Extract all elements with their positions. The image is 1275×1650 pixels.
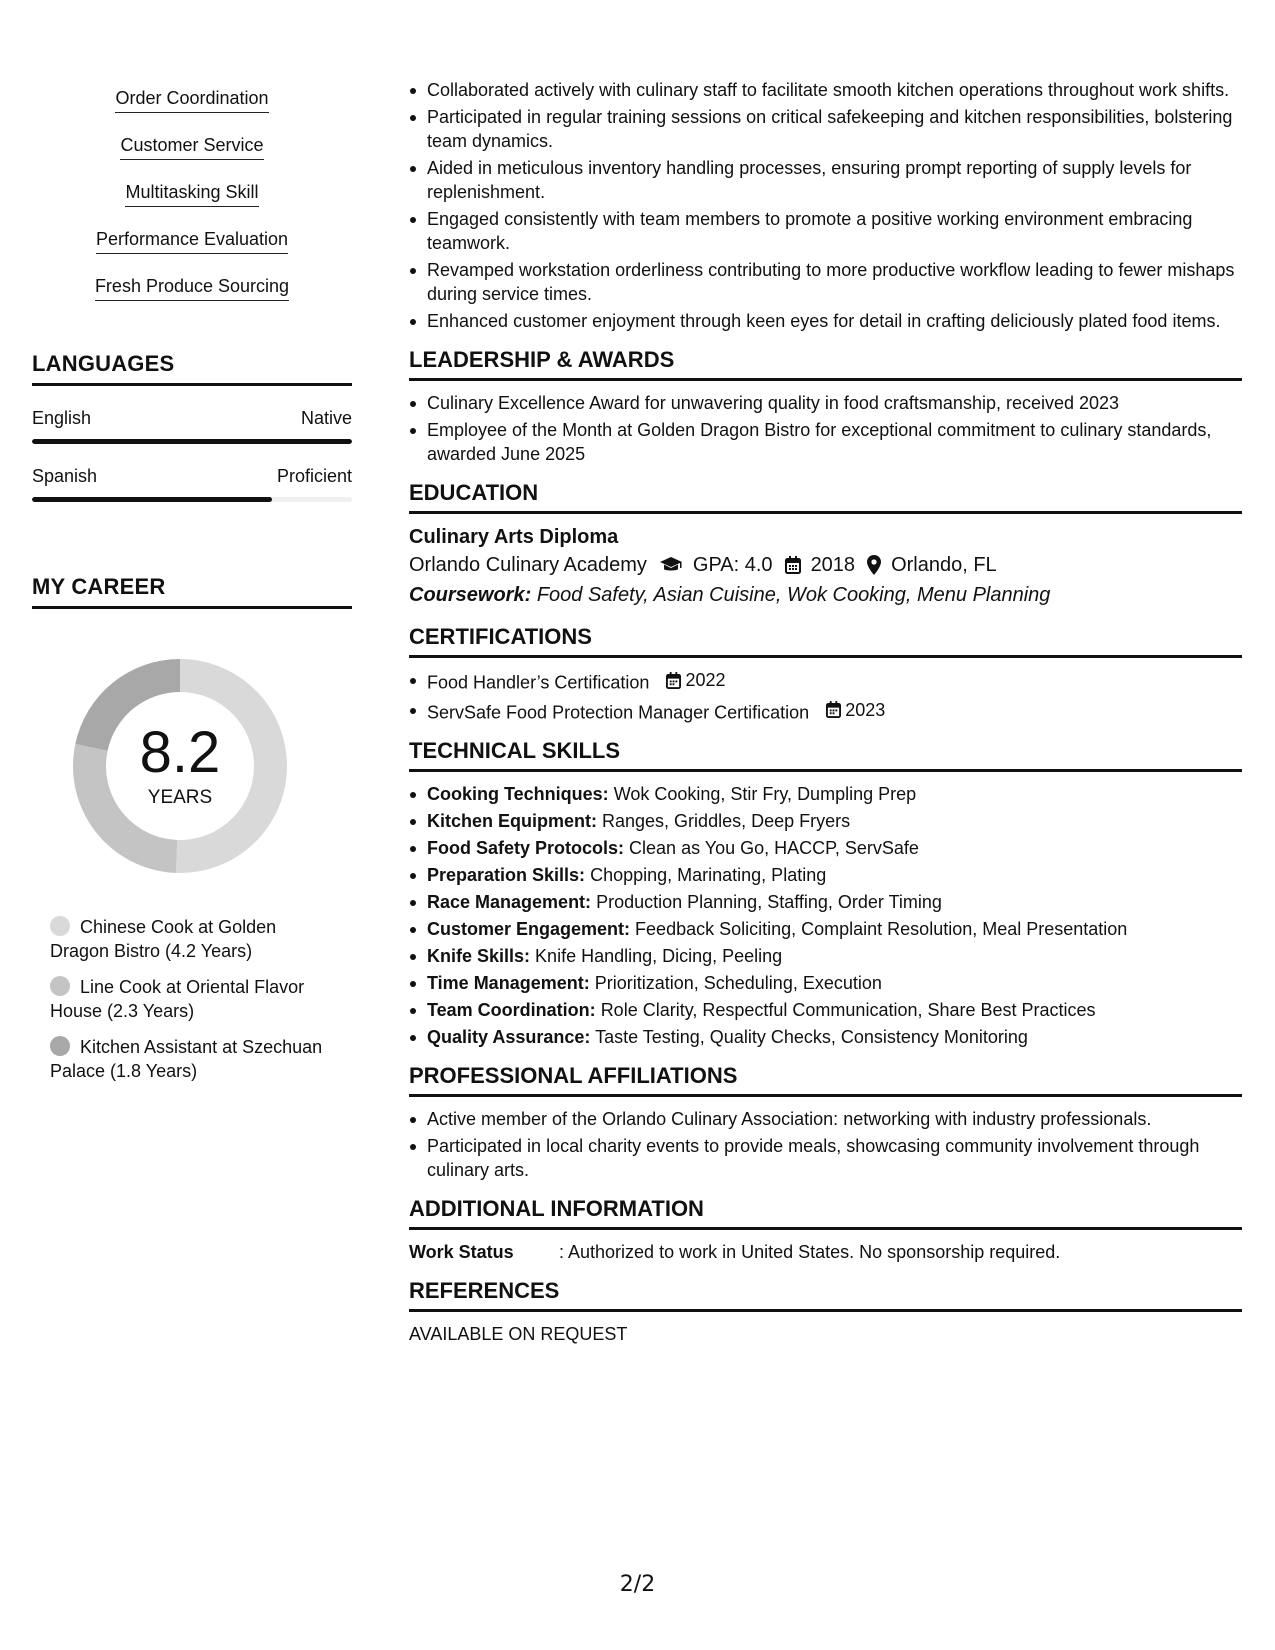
certification-year: 2023	[845, 699, 886, 720]
school-name: Orlando Culinary Academy	[409, 554, 647, 576]
legend-label: Chinese Cook at Golden Dragon Bistro (4.2 Years)	[50, 917, 277, 961]
coursework-label: Coursework:	[409, 584, 532, 606]
work-status-label: Work Status	[409, 1242, 514, 1262]
legend-item	[50, 915, 332, 963]
career-total-value: 8.2	[139, 720, 221, 785]
skill-category: Food Safety Protocols:	[427, 838, 625, 858]
skill-values: Feedback Soliciting, Complaint Resolution, Meal Presentation	[635, 919, 1128, 939]
list-item	[409, 668, 1242, 695]
career-donut-chart	[65, 651, 295, 881]
list-item: Employee of the Month at Golden Dragon Bistro for exceptional commitment to culinary standards, awarded June 2025	[409, 418, 1242, 466]
legend-label: Line Cook at Oriental Flavor House (2.3 Years)	[50, 977, 305, 1021]
calendar-icon	[666, 672, 681, 689]
list-item	[409, 1025, 1242, 1049]
education-details	[409, 550, 1242, 580]
certification-name: ServSafe Food Protection Manager Certification	[427, 702, 810, 722]
skill-category: Customer Engagement:	[427, 919, 631, 939]
language-entry	[32, 466, 352, 502]
skill-values: Role Clarity, Respectful Communication, Share Best Practices	[600, 1000, 1096, 1020]
graduation-year: 2018	[810, 554, 856, 576]
list-item: Active member of the Orlando Culinary Association: networking with industry professionals.	[409, 1107, 1242, 1131]
skill-chip: Order Coordination	[115, 82, 268, 113]
language-proficiency-bar	[32, 439, 352, 444]
gpa: GPA: 4.0	[692, 554, 773, 576]
language-level: Native	[300, 408, 352, 428]
skill-values: Chopping, Marinating, Plating	[590, 865, 827, 885]
legend-swatch	[50, 1036, 70, 1056]
list-item: Participated in regular training sessions on critical safekeeping and kitchen responsibilities, bolstering team dynamics.	[409, 105, 1242, 153]
skill-category: Quality Assurance:	[427, 1027, 591, 1047]
language-proficiency-bar	[32, 497, 352, 502]
leadership-section	[409, 347, 1242, 466]
certification-year: 2022	[685, 670, 726, 690]
skill-values: Production Planning, Staffing, Order Timing	[596, 892, 942, 912]
skill-category: Preparation Skills:	[427, 865, 586, 885]
right-column	[409, 78, 1242, 1346]
skill-values: Clean as You Go, HACCP, ServSafe	[629, 838, 919, 858]
skill-values: Prioritization, Scheduling, Execution	[594, 973, 882, 993]
legend-item	[50, 1035, 332, 1083]
coursework-list: Food Safety, Asian Cuisine, Wok Cooking, Menu Planning	[536, 584, 1051, 606]
language-name: English	[32, 408, 92, 428]
list-item	[409, 944, 1242, 968]
skill-category: Knife Skills:	[427, 946, 531, 966]
skill-values: Wok Cooking, Stir Fry, Dumpling Prep	[613, 784, 917, 804]
legend-label: Kitchen Assistant at Szechuan Palace (1.8 Years)	[50, 1037, 323, 1081]
skill-chip: Multitasking Skill	[125, 176, 258, 207]
skill-category: Race Management:	[427, 892, 592, 912]
skill-category: Cooking Techniques:	[427, 784, 609, 804]
list-item	[409, 698, 1242, 725]
skill-chip: Fresh Produce Sourcing	[95, 270, 289, 301]
list-item: Collaborated actively with culinary staff to facilitate smooth kitchen operations throughout work shifts.	[409, 78, 1242, 102]
skill-chip: Customer Service	[120, 129, 263, 160]
degree-title: Culinary Arts Diploma	[409, 526, 619, 548]
education-heading: EDUCATION	[409, 480, 1242, 514]
list-item	[409, 917, 1242, 941]
career-total-unit: YEARS	[147, 787, 213, 808]
list-item	[409, 782, 1242, 806]
language-proficiency-fill	[32, 497, 272, 502]
affiliations-heading: PROFESSIONAL AFFILIATIONS	[409, 1063, 1242, 1097]
certifications-heading: CERTIFICATIONS	[409, 624, 1242, 658]
legend-swatch	[50, 976, 70, 996]
education-section	[409, 480, 1242, 610]
references-text: AVAILABLE ON REQUEST	[409, 1324, 628, 1344]
language-name: Spanish	[32, 466, 98, 486]
work-status-value: : Authorized to work in United States. No sponsorship required.	[559, 1242, 1061, 1262]
additional-info-section	[409, 1196, 1242, 1264]
skill-chip: Performance Evaluation	[96, 223, 288, 254]
technical-skills-heading: TECHNICAL SKILLS	[409, 738, 1242, 772]
language-proficiency-fill	[32, 439, 352, 444]
skill-category: Team Coordination:	[427, 1000, 596, 1020]
list-item	[409, 863, 1242, 887]
list-item	[409, 809, 1242, 833]
skills-list	[32, 82, 352, 317]
additional-info-heading: ADDITIONAL INFORMATION	[409, 1196, 1242, 1230]
left-column	[32, 82, 352, 1095]
skill-category: Time Management:	[427, 973, 590, 993]
leadership-heading: LEADERSHIP & AWARDS	[409, 347, 1242, 381]
location-pin-icon	[867, 555, 881, 575]
career-heading: MY CAREER	[32, 574, 352, 609]
references-section	[409, 1278, 1242, 1346]
legend-item	[50, 975, 332, 1023]
calendar-icon	[785, 556, 801, 574]
page-number: 2/2	[619, 1572, 656, 1597]
skill-values: Knife Handling, Dicing, Peeling	[535, 946, 783, 966]
school-location: Orlando, FL	[891, 554, 997, 576]
language-entry	[32, 408, 352, 444]
experience-bullets	[409, 78, 1242, 333]
skill-values: Taste Testing, Quality Checks, Consistency Monitoring	[595, 1027, 1028, 1047]
list-item	[409, 971, 1242, 995]
career-legend	[32, 915, 352, 1083]
coursework	[409, 580, 1242, 610]
list-item: Engaged consistently with team members to promote a positive working environment embracing teamwork.	[409, 207, 1242, 255]
certifications-section	[409, 624, 1242, 724]
list-item: Culinary Excellence Award for unwavering quality in food craftsmanship, received 2023	[409, 391, 1242, 415]
references-heading: REFERENCES	[409, 1278, 1242, 1312]
certification-name: Food Handler’s Certification	[427, 672, 650, 693]
list-item: Aided in meticulous inventory handling processes, ensuring prompt reporting of supply levels for replenishment.	[409, 156, 1242, 204]
skill-category: Kitchen Equipment:	[427, 811, 597, 831]
technical-skills-section	[409, 738, 1242, 1049]
legend-swatch	[50, 916, 70, 936]
language-level: Proficient	[276, 466, 352, 486]
list-item: Enhanced customer enjoyment through keen eyes for detail in crafting deliciously plated food items.	[409, 309, 1242, 333]
list-item	[409, 890, 1242, 914]
list-item	[409, 998, 1242, 1022]
list-item: Revamped workstation orderliness contributing to more productive workflow leading to fewer mishaps during service times.	[409, 258, 1242, 306]
graduation-cap-icon	[659, 556, 683, 574]
languages-heading: LANGUAGES	[32, 351, 352, 386]
list-item: Participated in local charity events to provide meals, showcasing community involvement through culinary arts.	[409, 1134, 1242, 1182]
affiliations-section	[409, 1063, 1242, 1182]
skill-values: Ranges, Griddles, Deep Fryers	[602, 811, 851, 831]
list-item	[409, 836, 1242, 860]
calendar-icon	[826, 701, 841, 718]
